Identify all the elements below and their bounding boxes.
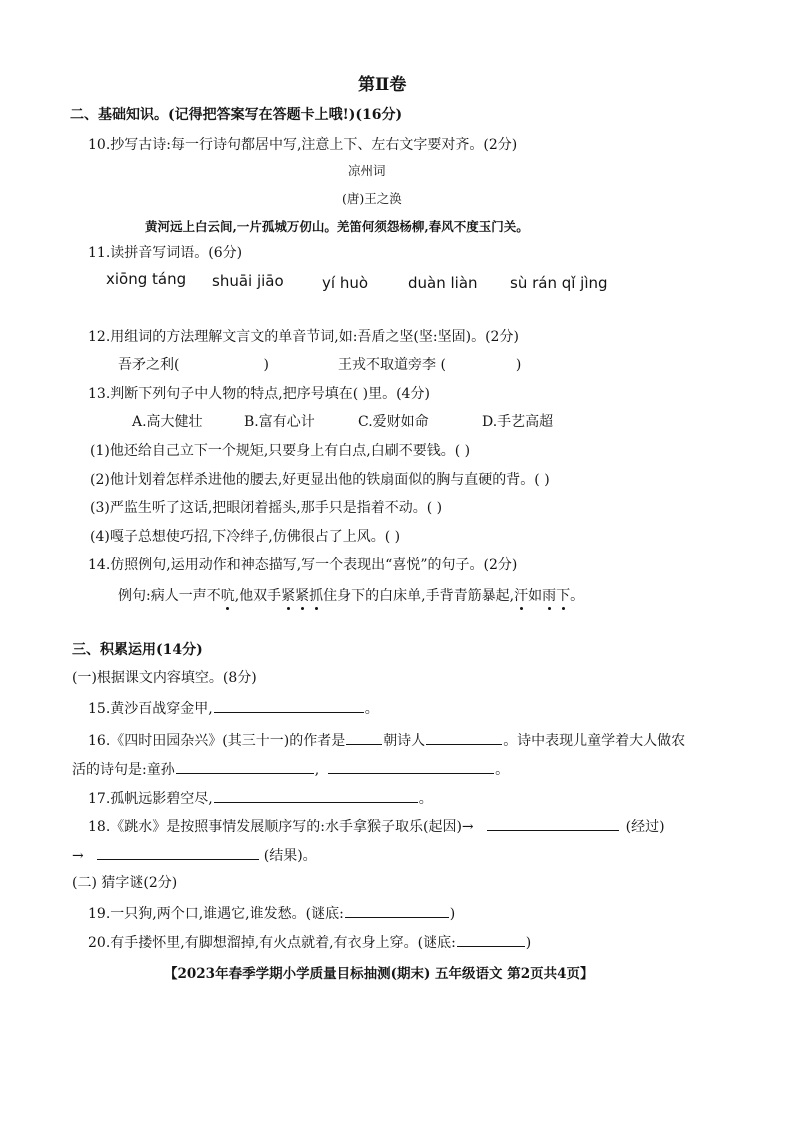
question-15: 15.黄沙百战穿金甲, 。: [88, 698, 379, 718]
question-14: 14.仿照例句,运用动作和神态描写,写一个表现出“喜悦”的句子。(2分): [88, 557, 518, 573]
page-title: 第Ⅱ卷: [358, 75, 407, 95]
question-13: 13.判断下列句子中人物的特点,把序号填在( )里。(4分): [88, 386, 430, 402]
section-3-heading: 三、积累运用(14分): [72, 642, 203, 658]
question-16-line-2: 活的诗句是:童孙 , 。: [72, 759, 509, 779]
pinyin-5: sù rán qǐ jìng: [510, 274, 608, 292]
sub-section-2: (二) 猜字谜(2分): [72, 875, 178, 891]
pinyin-1: xiōng táng: [106, 270, 187, 288]
question-16-line-1: 16.《四时田园杂兴》(其三十一)的作者是 朝诗人 。诗中表现儿童学着大人做农: [88, 730, 685, 750]
page-footer: 【2023年春季学期小学质量目标抽测(期末) 五年级语文 第2页共4页】: [164, 966, 594, 982]
option-c: C.爱财如命: [358, 414, 429, 430]
pinyin-4: duàn liàn: [408, 274, 478, 292]
question-12: 12.用组词的方法理解文言文的单音节词,如:吾盾之坚(坚:坚固)。(2分): [88, 329, 519, 345]
question-14-example: 例句:病人一声不吭,他双手紧紧抓住身下的白床单,手背青筋暴起,汗如雨下。: [118, 588, 585, 604]
question-17: 17.孤帆远影碧空尽, 。: [88, 788, 433, 808]
question-12-a: 吾矛之利( ): [118, 357, 269, 373]
option-d: D.手艺高超: [482, 414, 554, 430]
question-18-line-1: 18.《跳水》是按照事情发展顺序写的:水手拿猴子取乐(起因)→ (经过): [88, 816, 665, 836]
question-12-b: 王戎不取道旁李 ( ): [338, 357, 522, 373]
poem-body: 黄河远上白云间,一片孤城万仞山。羌笛何须怨杨柳,春风不度玉门关。: [145, 219, 529, 234]
question-19: 19.一只狗,两个口,谁遇它,谁发愁。(谜底: ): [88, 903, 455, 923]
question-13-item-4: (4)嘎子总想使巧招,下冷绊子,仿佛很占了上风。( ): [90, 529, 401, 545]
option-a: A.高大健壮: [132, 414, 203, 430]
question-13-item-1: (1)他还给自己立下一个规矩,只要身上有白点,白刷不要钱。( ): [90, 443, 471, 459]
question-13-item-3: (3)严监生听了这话,把眼闭着摇头,那手只是指着不动。( ): [90, 500, 443, 516]
option-b: B.富有心计: [244, 414, 315, 430]
question-13-item-2: (2)他计划着怎样杀进他的腰去,好更显出他的铁扇面似的胸与直硬的背。( ): [90, 472, 550, 488]
section-2-heading: 二、基础知识。(记得把答案写在答题卡上哦!)(16分): [70, 107, 403, 123]
question-11: 11.读拼音写词语。(6分): [88, 245, 243, 261]
question-20: 20.有手搂怀里,有脚想溜掉,有火点就着,有衣身上穿。(谜底: ): [88, 932, 531, 952]
question-10: 10.抄写古诗:每一行诗句都居中写,注意上下、左右文字要对齐。(2分): [88, 137, 518, 153]
poem-author: (唐)王之涣: [342, 191, 402, 206]
question-18-line-2: → (结果)。: [72, 845, 317, 865]
poem-title: 凉州词: [348, 163, 386, 178]
pinyin-3: yí huò: [322, 274, 369, 292]
pinyin-2: shuāi jiāo: [212, 272, 284, 290]
sub-section-1: (一)根据课文内容填空。(8分): [72, 670, 257, 686]
